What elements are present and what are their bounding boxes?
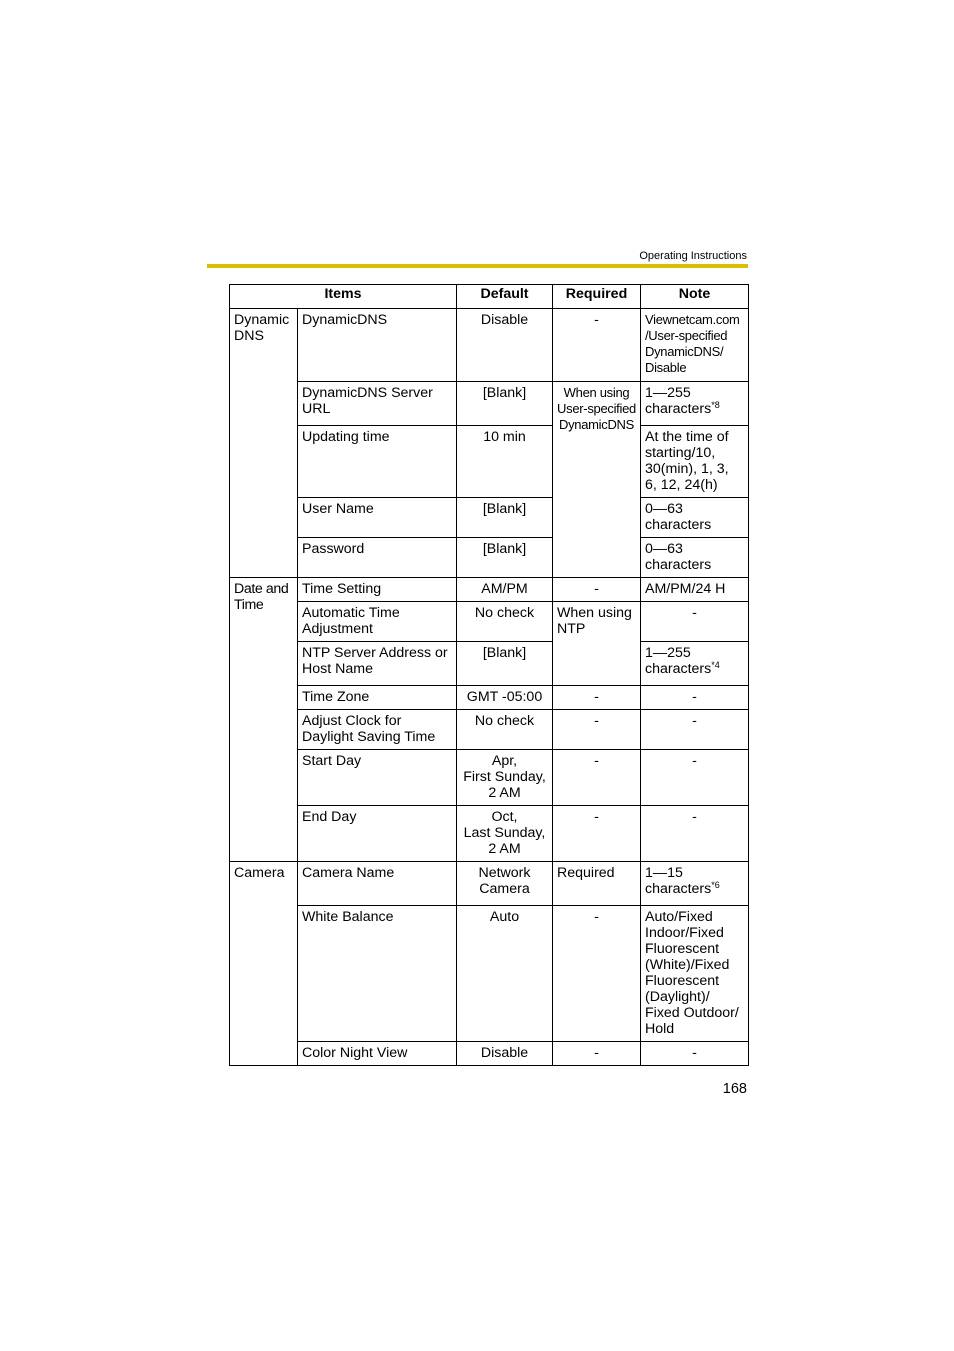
default-cell: Disable — [457, 309, 553, 382]
item-cell: Color Night View — [298, 1042, 457, 1066]
table-row — [230, 906, 749, 1042]
table-row — [230, 750, 749, 806]
item-cell: Time Zone — [298, 686, 457, 710]
note-cell: 1—15 characters$^{*6}$ — [641, 862, 749, 906]
note-cell: - — [641, 602, 749, 642]
footnote-marker: *4 — [711, 660, 720, 670]
default-cell: 10 min — [457, 426, 553, 498]
note-cell: At the time of starting/10, 30(min), 1, 3, 6, 12, 24(h) — [641, 426, 749, 498]
default-cell: Network Camera — [457, 862, 553, 906]
default-cell: AM/PM — [457, 578, 553, 602]
default-cell: [Blank] — [457, 498, 553, 538]
default-cell: No check — [457, 710, 553, 750]
header-rule — [207, 264, 748, 268]
group-date-time: Date and Time — [230, 578, 298, 862]
item-cell: Camera Name — [298, 862, 457, 906]
table-row — [230, 686, 749, 710]
item-cell: Automatic Time Adjustment — [298, 602, 457, 642]
table-row — [230, 806, 749, 862]
note-cell: - — [641, 806, 749, 862]
required-cell: Required — [553, 862, 641, 906]
default-cell: Auto — [457, 906, 553, 1042]
required-cell: - — [553, 686, 641, 710]
table-row — [230, 309, 749, 382]
note-cell: 1—255 characters$^{*8}$ — [641, 382, 749, 426]
note-cell: Auto/Fixed Indoor/Fixed Fluorescent (White)/Fixed Fluorescent (Daylight)/ Fixed Outdoor/ Hold — [641, 906, 749, 1042]
default-cell: [Blank] — [457, 382, 553, 426]
default-cell: Disable — [457, 1042, 553, 1066]
note-cell: 0—63 characters — [641, 498, 749, 538]
note-cell: AM/PM/24 H — [641, 578, 749, 602]
required-cell: - — [553, 806, 641, 862]
required-cell: - — [553, 906, 641, 1042]
required-cell: - — [553, 309, 641, 382]
item-cell: Updating time — [298, 426, 457, 498]
footnote-marker: *8 — [711, 400, 720, 410]
table-row — [230, 538, 749, 578]
table-row — [230, 642, 749, 686]
table-row — [230, 710, 749, 750]
default-cell: No check — [457, 602, 553, 642]
default-cell: [Blank] — [457, 642, 553, 686]
table-row — [230, 382, 749, 426]
running-header: Operating Instructions — [639, 250, 747, 262]
group-dynamic-dns: Dynamic DNS — [230, 309, 298, 578]
group-camera: Camera — [230, 862, 298, 1066]
required-cell: - — [553, 1042, 641, 1066]
note-cell: - — [641, 1042, 749, 1066]
table-row — [230, 498, 749, 538]
column-header-note: Note — [641, 285, 749, 309]
required-cell: - — [553, 710, 641, 750]
item-cell: DynamicDNS Server URL — [298, 382, 457, 426]
page-number: 168 — [722, 1081, 747, 1097]
default-cell: GMT -05:00 — [457, 686, 553, 710]
note-cell: - — [641, 710, 749, 750]
table-row — [230, 426, 749, 498]
table-row — [230, 1042, 749, 1066]
item-cell: End Day — [298, 806, 457, 862]
table-row — [230, 578, 749, 602]
note-cell: - — [641, 750, 749, 806]
note-cell: 1—255 characters$^{*4}$ — [641, 642, 749, 686]
item-cell: Adjust Clock for Daylight Saving Time — [298, 710, 457, 750]
item-cell: White Balance — [298, 906, 457, 1042]
footnote-marker: *6 — [711, 880, 720, 890]
table-row — [230, 862, 749, 906]
required-cell: - — [553, 578, 641, 602]
item-cell: User Name — [298, 498, 457, 538]
column-header-required: Required — [553, 285, 641, 309]
default-cell: Oct, Last Sunday, 2 AM — [457, 806, 553, 862]
default-cell: [Blank] — [457, 538, 553, 578]
column-header-default: Default — [457, 285, 553, 309]
required-cell: - — [553, 750, 641, 806]
note-cell: - — [641, 686, 749, 710]
item-cell: DynamicDNS — [298, 309, 457, 382]
note-cell: 0—63 characters — [641, 538, 749, 578]
required-cell-shared: When using User-specified DynamicDNS — [553, 382, 641, 578]
item-cell: Time Setting — [298, 578, 457, 602]
table-row — [230, 602, 749, 642]
table-header-row — [230, 285, 749, 309]
note-cell: Viewnetcam.com /User-specified DynamicDNS/ Disable — [641, 309, 749, 382]
column-header-items: Items — [230, 285, 457, 309]
required-cell-shared: When using NTP — [553, 602, 641, 686]
settings-table — [229, 284, 749, 1066]
item-cell: Password — [298, 538, 457, 578]
item-cell: Start Day — [298, 750, 457, 806]
item-cell: NTP Server Address or Host Name — [298, 642, 457, 686]
default-cell: Apr, First Sunday, 2 AM — [457, 750, 553, 806]
